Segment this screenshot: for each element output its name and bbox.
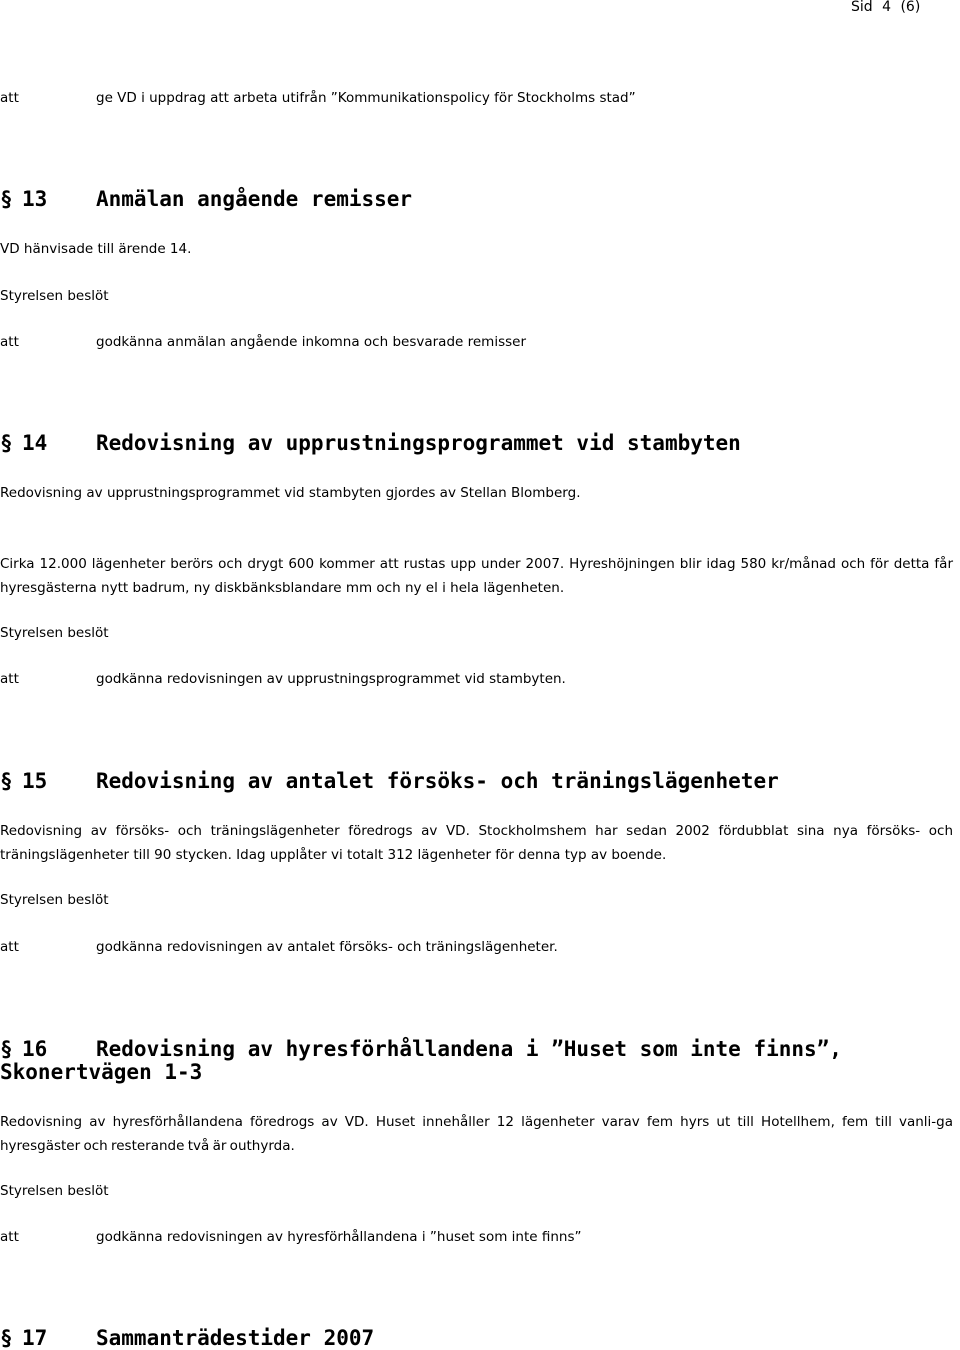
att-label: att: [0, 334, 19, 350]
decision-text: godkänna anmälan angående inkomna och besvarade remisser: [96, 334, 526, 350]
section-heading-13: [0, 187, 412, 211]
section-text: Redovisning av upprustningsprogrammet vid stambyten gjordes av Stellan Blomberg.: [0, 485, 581, 501]
section-paragraph: Redovisning av hyresförhållandena föredrogs av VD. Huset innehåller 12 lägenheter varav fem hyrs ut till Hotellhem, fem till vanli-ga hyresgäster och resterande två är outhyrda.: [0, 1114, 953, 1154]
section-text: VD hänvisade till ärende 14.: [0, 241, 192, 257]
decision-text: godkänna redovisningen av antalet försöks- och träningslägenheter.: [96, 939, 558, 955]
section-title: Sammanträdestider 2007: [96, 1326, 375, 1350]
section-symbol: §: [0, 769, 13, 793]
section-title: Redovisning av hyresförhållandena i ”Huset som inte finns”,: [96, 1037, 842, 1061]
section-title: Anmälan angående remisser: [96, 187, 413, 211]
board-decision-label: Styrelsen beslöt: [0, 625, 109, 641]
section-number: 14: [22, 431, 48, 455]
section-title: Redovisning av upprustningsprogrammet vid stambyten: [96, 431, 741, 455]
decision-text: godkänna redovisningen av hyresförhållandena i ”huset som inte finns”: [96, 1229, 582, 1245]
section-heading-16: [0, 1037, 842, 1061]
section-heading-15: [0, 769, 779, 793]
page-number: Sid 4 (6): [851, 0, 921, 15]
section-number: 17: [22, 1326, 48, 1350]
att-label: att: [0, 90, 19, 106]
att-label: att: [0, 1229, 19, 1245]
board-decision-label: Styrelsen beslöt: [0, 892, 109, 908]
section-number: 16: [22, 1037, 48, 1061]
section-symbol: §: [0, 1326, 13, 1350]
decision-text: ge VD i uppdrag att arbeta utifrån ”Kommunikationspolicy för Stockholms stad”: [96, 90, 636, 106]
section-heading-14: [0, 431, 741, 455]
section-number: 15: [22, 769, 48, 793]
section-symbol: §: [0, 431, 13, 455]
att-label: att: [0, 939, 19, 955]
section-paragraph: Cirka 12.000 lägenheter berörs och drygt 600 kommer att rustas upp under 2007. Hyreshöjningen blir idag 580 kr/månad och för detta får hyresgästerna nytt badrum, ny diskbänksblandare mm och ny el i hela lägenheten.: [0, 556, 953, 596]
section-title-continued: Skonertvägen 1-3: [0, 1060, 203, 1084]
att-label: att: [0, 671, 19, 687]
board-decision-label: Styrelsen beslöt: [0, 288, 109, 304]
section-title: Redovisning av antalet försöks- och träningslägenheter: [96, 769, 779, 793]
section-symbol: §: [0, 187, 13, 211]
section-symbol: §: [0, 1037, 13, 1061]
section-heading-17: [0, 1326, 374, 1350]
section-number: 13: [22, 187, 48, 211]
decision-text: godkänna redovisningen av upprustningsprogrammet vid stambyten.: [96, 671, 566, 687]
board-decision-label: Styrelsen beslöt: [0, 1183, 109, 1199]
section-paragraph: Redovisning av försöks- och träningslägenheter föredrogs av VD. Stockholmshem har sedan 2002 fördubblat sina nya försöks- och träningslägenheter till 90 stycken. Idag upplåter vi totalt 312 lägenheter för denna typ av boende.: [0, 823, 953, 863]
